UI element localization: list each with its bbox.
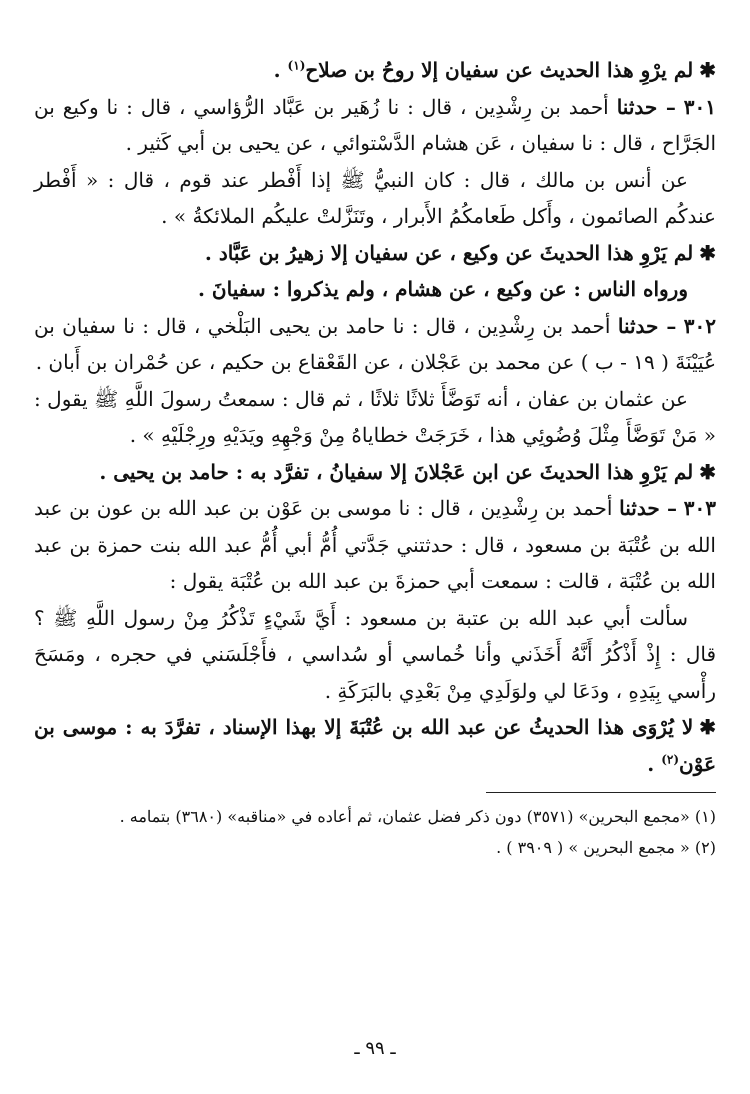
star-marker: ✱ xyxy=(699,459,716,484)
footnote-ref: (١) xyxy=(287,58,306,73)
note-paragraph xyxy=(34,52,716,89)
hadith-lead: حدثنا xyxy=(619,496,660,520)
hadith-302: ٣٠٢ – حدثنا أحمد بن رِشْدِين ، قال : نا حامد بن يحيى البَلْخي ، قال : نا سفيان بن عُيَيْنَةَ ( ١٩ - ب ) عن محمد بن عَجْلان ، عن القَعْقاع بن حكيم ، عن حُمْران بن أَبان . xyxy=(34,313,716,374)
note-text: لا يُرْوَى هذا الحديثُ عن عبد الله بن عُتْبَةَ إلا بهذا الإسناد ، تفرَّدَ به : موسى بن عَوْن xyxy=(34,715,716,776)
footnote-2: (٢) « مجمع البحرين » ( ٣٩٠٩ ) . xyxy=(496,838,716,857)
star-marker: ✱ xyxy=(699,715,717,739)
page-number: ـ ٩٩ ـ xyxy=(354,1038,396,1059)
hadith-number: ٣٠١ xyxy=(683,94,717,119)
star-marker: ✱ xyxy=(699,240,716,265)
hadith-number: ٣٠٣ xyxy=(683,496,716,520)
hadith-isnad: أحمد بن رِشْدِين ، قال : نا موسى بن عَوْن بن عبد الله بن عون بن عبد الله بن عُتْبَة بن مسعود ، قال : حدثتني جَدَّتي أُمُّ أبي أُمُّ عبد الله بنت حمزة بن عبد الله بن عُتْبَة ، قالت : سمعت أبي حمزةَ بن عبد الله بن عُتْبَة يقول : xyxy=(34,496,716,593)
note-end: . xyxy=(273,58,281,82)
note-text: لم يرْوِ هذا الحديث عن سفيان إلا روحُ بن صلاح xyxy=(305,58,694,82)
note-paragraph xyxy=(34,709,716,782)
note-text: لم يَرْوِ هذا الحديثَ عن ابن عَجْلانَ إلا سفيانُ ، تفرَّد به : حامد بن يحيى . xyxy=(99,459,694,484)
hadith-matn: سألت أبي عبد الله بن عتبة بن مسعود : أَيَّ شَيْءٍ تَذْكُرُ مِنْ رسول اللَّهِ ﷺ ؟ قال : إِذْ أَذْكُرُ أَنَّهُ أَخَذَني وأنا خُماسي أو سُداسي ، فأَجْلَسَني في حجره ، ومَسَحَ رأْسي بِيَدِهِ ، ودَعَا لي ولوَلَدِي مِنْ بَعْدِي بالبَرَكَةِ . xyxy=(34,605,716,703)
hadith-matn: عن أنس بن مالك ، قال : كان النبيُّ ﷺ إذا أَفْطر عند قوم ، قال : « أَفْطر عندكُم الصائمون ، وأَكل طَعامكُمُ الأَبرار ، وتَنَزَّلتْ عليكُم الملائكةُ » . xyxy=(34,167,716,228)
note-paragraph xyxy=(34,235,716,272)
hadith-isnad: أحمد بن رِشْدِين ، قال : نا حامد بن يحيى البَلْخي ، قال : نا سفيان بن عُيَيْنَةَ ( ١٩ - ب ) عن محمد بن عَجْلان ، عن القَعْقاع بن حكيم ، عن حُمْران بن أَبان . xyxy=(34,313,716,374)
star-marker: ✱ xyxy=(699,58,716,82)
hadith-lead: حدثنا xyxy=(616,94,658,119)
footnote-1: (١) «مجمع البحرين» (٣٥٧١) دون ذكر فضل عثمان، ثم أعاده في «مناقبه» (٣٦٨٠) بتمامه . xyxy=(119,807,716,826)
hadith-matn: عن عثمان بن عفان ، أنه تَوَضَّأَ ثلاثًا ثلاثًا ، ثم قال : سمعتُ رسولَ اللَّهِ ﷺ يقول : « مَنْ تَوَضَّأَ مِثْلَ وُضُوئِي هذا ، خَرَجَتْ خطاياهُ مِنْ وَجْهِهِ ويَدَيْهِ ورِجْلَيْهِ » . xyxy=(34,386,716,447)
hadith-lead: حدثنا xyxy=(617,313,659,338)
footnote-ref: (٢) xyxy=(661,751,680,766)
note-end: . xyxy=(647,751,655,776)
footnote-divider xyxy=(486,792,716,793)
hadith-isnad: أحمد بن رِشْدِين ، قال : نا زُهَير بن عَبَّاد الرُّؤاسي ، قال : نا وكيع بن الجَرَّاح ، قال : نا سفيان ، عَن هشام الدَّسْتوائي ، عن يحيى بن أبي كَثير . xyxy=(34,94,716,155)
hadith-303: ٣٠٣ – حدثنا أحمد بن رِشْدِين ، قال : نا موسى بن عَوْن بن عبد الله بن عون بن عبد الله بن عُتْبَة بن مسعود ، قال : حدثتني جَدَّتي أُمُّ أبي أُمُّ عبد الله بنت حمزة بن عبد الله بن عُتْبَة ، قالت : سمعت أبي حمزةَ بن عبد الله بن عُتْبَة يقول : xyxy=(34,496,716,593)
note-text: لم يَرْوِ هذا الحديثَ عن وكيع ، عن سفيان إلا زهيرُ بن عَبَّاد . xyxy=(204,240,694,265)
note-paragraph xyxy=(34,454,716,491)
hadith-number: ٣٠٢ xyxy=(683,313,716,338)
note-paragraph: ورواه الناس : عن وكيع ، عن هشام ، ولم يذكروا : سفيانَ . xyxy=(198,277,688,301)
hadith-301: ٣٠١ – حدثنا أحمد بن رِشْدِين ، قال : نا زُهَير بن عَبَّاد الرُّؤاسي ، قال : نا وكيع بن الجَرَّاح ، قال : نا سفيان ، عَن هشام الدَّسْتوائي ، عن يحيى بن أبي كَثير . xyxy=(34,94,717,155)
